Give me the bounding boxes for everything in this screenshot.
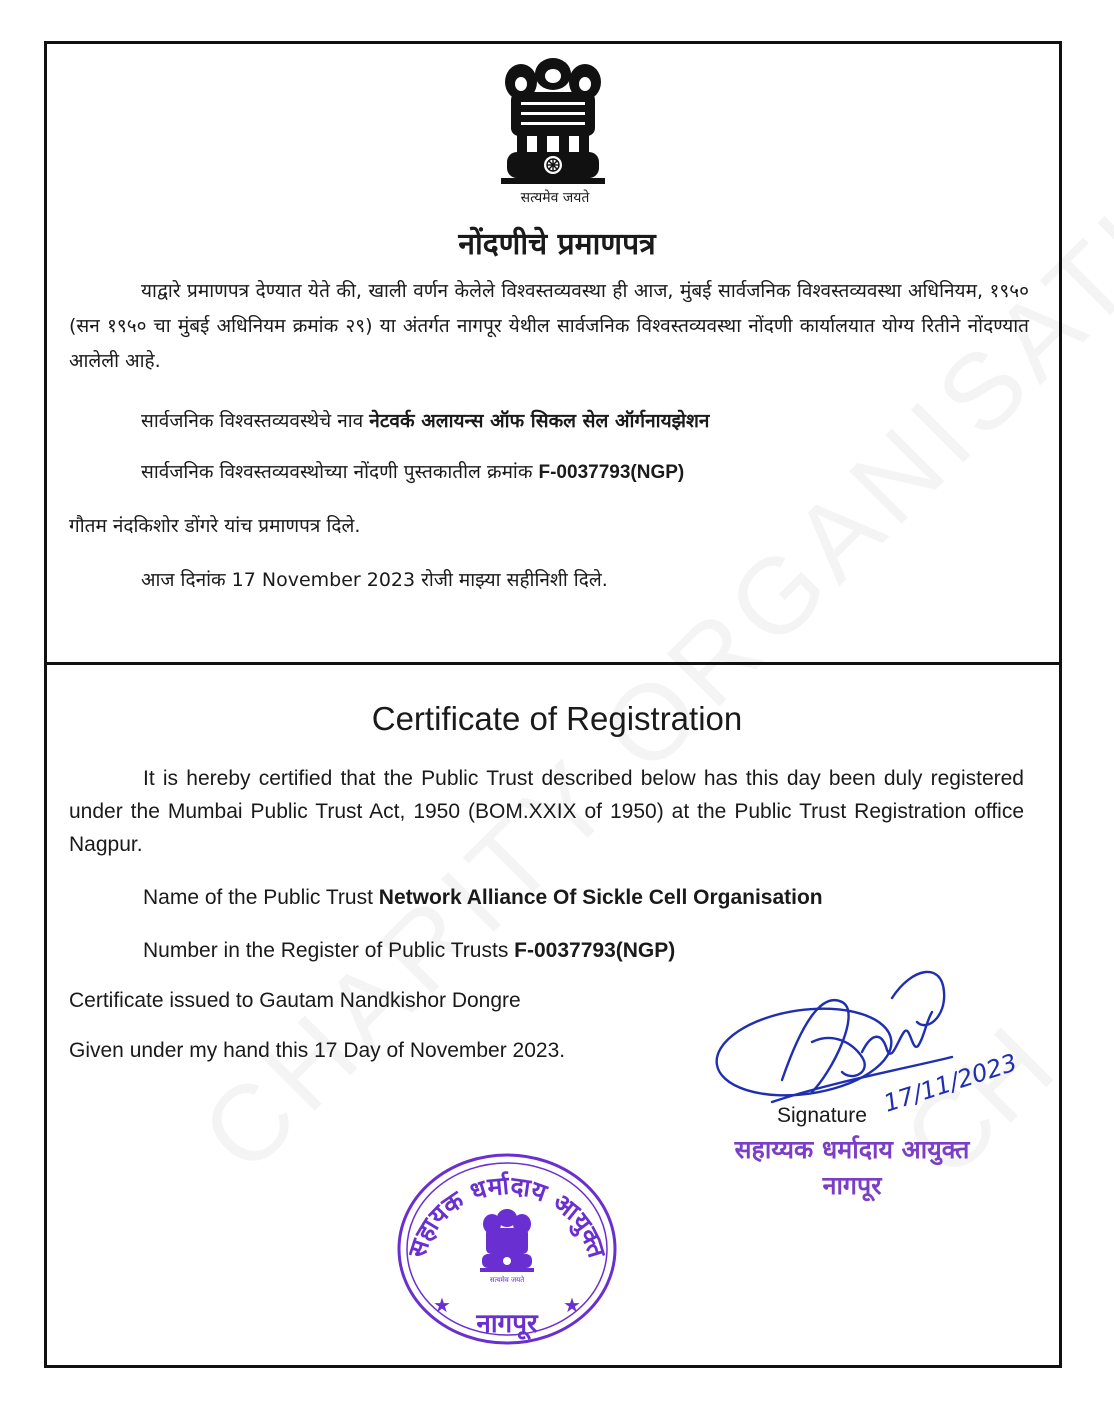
seal-motto: सत्यमेव जयते [489, 1276, 525, 1284]
marathi-trust-name-value: नेटवर्क अलायन्स ऑफ सिकल सेल ऑर्गनायझेशन [369, 410, 710, 432]
english-given-line: Given under my hand this 17 Day of November 2023. [69, 1039, 566, 1062]
english-trust-name-value: Network Alliance Of Sickle Cell Organisation [378, 886, 823, 909]
marathi-register-number-label: सार्वजनिक विश्वस्तव्यवस्थोच्या नोंदणी पुस्तकातील क्रमांक [141, 461, 533, 483]
emblem-motto: सत्यमेव जयते [520, 190, 590, 206]
seal-star-right-icon: ★ [563, 1295, 581, 1317]
office-designation: सहाय्यक धर्मादाय आयुक्त [734, 1135, 970, 1164]
english-title: Certificate of Registration [371, 700, 743, 737]
seal-star-left-icon: ★ [433, 1295, 451, 1317]
english-issued-to: Certificate issued to Gautam Nandkishor Dongre [69, 989, 521, 1012]
section-divider [44, 662, 1062, 665]
english-register-number-value: F-0037793(NGP) [514, 939, 676, 962]
seal-bottom-text: नागपूर [476, 1309, 538, 1339]
marathi-register-number-line [141, 455, 684, 490]
marathi-issued-to: गौतम नंदकिशोर डोंगरे यांच प्रमाणपत्र दिले. [69, 515, 361, 537]
signature-date: 17/11/2023 [880, 1048, 1021, 1118]
handwritten-signature [712, 962, 1042, 1132]
seal-top-text: सहायक धर्मादाय आयुक्त [402, 1170, 612, 1261]
marathi-trust-name-line [141, 404, 709, 439]
english-register-number-label: Number in the Register of Public Trusts [143, 939, 509, 962]
english-paragraph: It is hereby certified that the Public Trust described below has this day been duly registered under the Mumbai Public Trust Act, 1950 (BOM.XXIX of 1950) at the Public Trust Registration office Nagpur. [69, 767, 1024, 856]
official-seal-stamp [396, 1152, 618, 1346]
english-trust-name-line [143, 881, 823, 914]
marathi-trust-name-label: सार्वजनिक विश्वस्तव्यवस्थेचे नाव [141, 410, 364, 432]
marathi-date-line: आज दिनांक 17 November 2023 रोजी माझ्या सहीनिशी दिले. [141, 569, 608, 591]
marathi-register-number-value: F-0037793(NGP) [538, 462, 685, 483]
marathi-paragraph: याद्वारे प्रमाणपत्र देण्यात येते की, खाली वर्णन केलेले विश्वस्तव्यवस्था ही आज, मुंबई सार्वजनिक विश्वस्तव्यवस्था अधिनियम, १९५० (सन १९५० चा मुंबई अधिनियम क्रमांक २९) या अंतर्गत नागपूर येथील सार्वजनिक विश्वस्तव्यवस्था नोंदणी कार्यालयात योग्य रितीने नोंदण्यात आलेली आहे. [69, 280, 1029, 372]
marathi-title: नोंदणीचे प्रमाणपत्र [458, 227, 656, 262]
english-trust-name-label: Name of the Public Trust [143, 886, 373, 909]
office-city: नागपूर [822, 1171, 882, 1200]
national-emblem-icon [497, 52, 609, 197]
english-register-number-line [143, 934, 675, 967]
signature-label: Signature [777, 1104, 867, 1127]
